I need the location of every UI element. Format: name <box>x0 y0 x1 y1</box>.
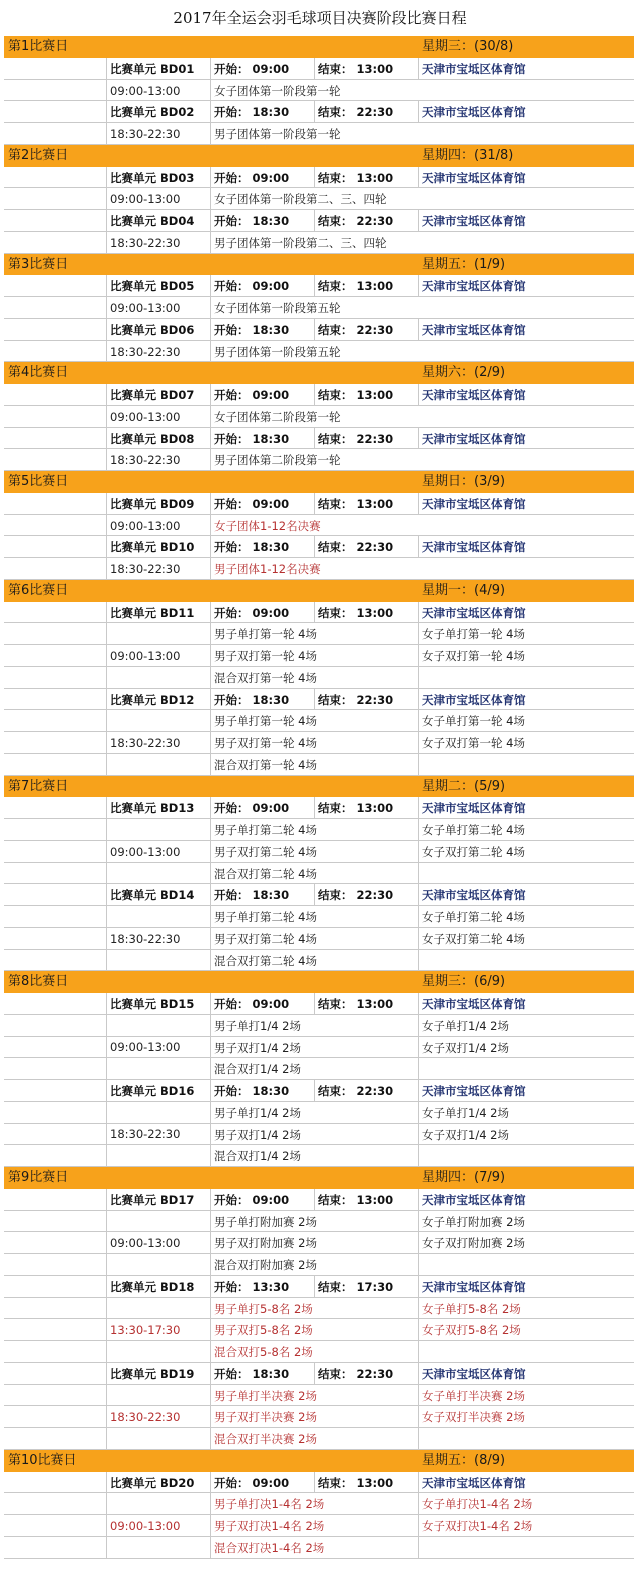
session-end: 结束： 13:00 <box>318 388 394 402</box>
day-weekday: 星期五：(1/9) <box>422 256 506 272</box>
session-venue: 天津市宝坻区体育馆 <box>422 431 526 446</box>
event-name: 女子团体1-12名决赛 <box>214 518 321 533</box>
session-end: 结束： 17:30 <box>318 1279 394 1294</box>
event-name: 女子单打第二轮 4场 <box>422 910 525 924</box>
event-name: 男子团体第一阶段第二、三、四轮 <box>214 235 387 250</box>
day-label: 第2比赛日 <box>8 147 69 163</box>
event-name: 女子双打决1-4名 2场 <box>422 1519 533 1533</box>
session-end: 结束： 13:00 <box>318 997 394 1011</box>
day-header <box>4 254 634 276</box>
event-name: 女子双打5-8名 2场 <box>422 1323 521 1338</box>
session-start: 开始： 18:30 <box>214 431 290 446</box>
event-name: 混合双打半决赛 2场 <box>214 1432 317 1446</box>
event-row <box>4 1298 634 1320</box>
event-name: 男子双打第一轮 4场 <box>214 649 317 663</box>
event-row <box>4 950 634 972</box>
event-name: 女子双打第一轮 4场 <box>422 736 525 750</box>
session-unit: 比赛单元 BD05 <box>110 279 195 294</box>
event-row <box>4 732 634 754</box>
session-time: 18:30-22:30 <box>110 453 181 468</box>
event-row <box>4 1037 634 1059</box>
session-time: 09:00-13:00 <box>110 844 181 859</box>
event-row <box>4 406 634 428</box>
event-name: 混合双打1/4 2场 <box>214 1062 301 1077</box>
event-row <box>4 1211 634 1233</box>
session-time: 18:30-22:30 <box>110 562 181 576</box>
day-label: 第10比赛日 <box>8 1452 77 1468</box>
event-row <box>4 188 634 210</box>
session-venue: 天津市宝坻区体育馆 <box>422 105 526 120</box>
event-row <box>4 1406 634 1428</box>
event-row <box>4 645 634 667</box>
event-name: 女子单打半决赛 2场 <box>422 1388 525 1403</box>
session-venue: 天津市宝坻区体育馆 <box>422 605 526 620</box>
event-row <box>4 341 634 363</box>
session-venue: 天津市宝坻区体育馆 <box>422 61 526 76</box>
session-start: 开始： 18:30 <box>214 692 290 707</box>
session-row <box>4 58 634 80</box>
event-name: 女子双打半决赛 2场 <box>422 1410 525 1425</box>
event-row <box>4 515 634 537</box>
session-time: 09:00-13:00 <box>110 301 181 315</box>
day-label: 第3比赛日 <box>8 256 69 272</box>
session-row <box>4 167 634 189</box>
event-name: 男子单打1/4 2场 <box>214 1105 301 1120</box>
session-end: 结束： 13:00 <box>318 170 394 185</box>
session-time: 09:00-13:00 <box>110 1518 181 1533</box>
day-header <box>4 471 634 493</box>
event-name: 男子团体第一阶段第五轮 <box>214 344 341 359</box>
session-venue: 天津市宝坻区体育馆 <box>422 1366 526 1381</box>
day-header <box>4 1450 634 1472</box>
session-row <box>4 797 634 819</box>
event-name: 女子单打第一轮 4场 <box>422 714 525 729</box>
event-name: 混合双打附加赛 2场 <box>214 1258 317 1272</box>
event-row <box>4 123 634 145</box>
event-name: 混合双打决1-4名 2场 <box>214 1540 325 1555</box>
event-name: 混合双打第二轮 4场 <box>214 866 317 881</box>
event-row <box>4 1145 634 1167</box>
session-start: 开始： 18:30 <box>214 214 290 228</box>
day-weekday: 星期四：(31/8) <box>422 147 514 163</box>
session-unit: 比赛单元 BD20 <box>110 1475 195 1490</box>
event-name: 混合双打第二轮 4场 <box>214 953 317 968</box>
session-venue: 天津市宝坻区体育馆 <box>422 170 526 185</box>
session-end: 结束： 13:00 <box>318 1475 394 1490</box>
session-venue: 天津市宝坻区体育馆 <box>422 496 526 511</box>
event-name: 女子单打附加赛 2场 <box>422 1214 525 1229</box>
event-row <box>4 1058 634 1080</box>
event-row <box>4 1515 634 1537</box>
session-unit: 比赛单元 BD08 <box>110 431 195 446</box>
session-unit: 比赛单元 BD11 <box>110 605 195 620</box>
day-label: 第9比赛日 <box>8 1170 69 1185</box>
session-end: 结束： 13:00 <box>318 1192 394 1207</box>
session-row <box>4 275 634 297</box>
session-row <box>4 101 634 123</box>
event-row <box>4 1015 634 1037</box>
session-end: 结束： 13:00 <box>318 605 394 620</box>
session-unit: 比赛单元 BD06 <box>110 322 195 337</box>
event-row <box>4 297 634 319</box>
day-header <box>4 145 634 167</box>
event-row <box>4 449 634 471</box>
event-name: 男子单打半决赛 2场 <box>214 1388 317 1403</box>
session-time: 09:00-13:00 <box>110 409 181 424</box>
session-end: 结束： 22:30 <box>318 214 394 228</box>
session-end: 结束： 22:30 <box>318 1366 394 1381</box>
session-time: 18:30-22:30 <box>110 127 181 141</box>
session-unit: 比赛单元 BD02 <box>110 105 195 120</box>
event-name: 混合双打5-8名 2场 <box>214 1345 313 1359</box>
event-name: 女子双打第二轮 4场 <box>422 931 525 946</box>
event-name: 男子团体1-12名决赛 <box>214 562 321 576</box>
event-row <box>4 754 634 776</box>
session-start: 开始： 09:00 <box>214 496 290 511</box>
session-time: 18:30-22:30 <box>110 1127 181 1142</box>
day-label: 第5比赛日 <box>8 474 69 489</box>
session-unit: 比赛单元 BD03 <box>110 170 195 185</box>
day-label: 第4比赛日 <box>8 365 69 381</box>
session-row <box>4 384 634 406</box>
event-name: 男子双打5-8名 2场 <box>214 1323 313 1338</box>
session-time: 18:30-22:30 <box>110 931 181 946</box>
event-name: 男子双打决1-4名 2场 <box>214 1519 325 1533</box>
session-start: 开始： 09:00 <box>214 279 290 294</box>
session-start: 开始： 09:00 <box>214 61 290 76</box>
event-name: 女子团体第二阶段第一轮 <box>214 409 341 424</box>
session-venue: 天津市宝坻区体育馆 <box>422 1279 526 1294</box>
session-start: 开始： 18:30 <box>214 322 290 337</box>
session-venue: 天津市宝坻区体育馆 <box>422 388 526 402</box>
session-start: 开始： 09:00 <box>214 997 290 1011</box>
session-unit: 比赛单元 BD13 <box>110 801 195 816</box>
session-venue: 天津市宝坻区体育馆 <box>422 214 526 228</box>
session-end: 结束： 13:00 <box>318 496 394 511</box>
event-row <box>4 1493 634 1515</box>
event-name: 混合双打1/4 2场 <box>214 1149 301 1164</box>
event-name: 女子团体第一阶段第二、三、四轮 <box>214 192 387 207</box>
session-end: 结束： 13:00 <box>318 279 394 294</box>
schedule-table <box>4 36 634 1559</box>
day-weekday: 星期四：(7/9) <box>422 1170 506 1185</box>
session-time: 18:30-22:30 <box>110 735 181 750</box>
session-venue: 天津市宝坻区体育馆 <box>422 801 526 816</box>
page-title: 2017年全运会羽毛球项目决赛阶段比赛日程 <box>173 9 467 27</box>
day-weekday: 星期三：(30/8) <box>422 39 514 54</box>
event-name: 混合双打第一轮 4场 <box>214 757 317 772</box>
session-unit: 比赛单元 BD01 <box>110 61 195 76</box>
session-row <box>4 1472 634 1494</box>
event-name: 男子单打决1-4名 2场 <box>214 1497 325 1512</box>
event-name: 女子双打第一轮 4场 <box>422 649 525 663</box>
session-venue: 天津市宝坻区体育馆 <box>422 322 526 337</box>
session-row <box>4 536 634 558</box>
session-start: 开始： 09:00 <box>214 801 290 816</box>
event-name: 男子双打半决赛 2场 <box>214 1410 317 1425</box>
event-row <box>4 232 634 254</box>
session-start: 开始： 09:00 <box>214 1475 290 1490</box>
session-time: 13:30-17:30 <box>110 1323 181 1338</box>
event-row <box>4 906 634 928</box>
day-header <box>4 1167 634 1189</box>
event-name: 女子单打1/4 2场 <box>422 1018 509 1033</box>
session-unit: 比赛单元 BD09 <box>110 496 195 511</box>
session-time: 18:30-22:30 <box>110 1410 181 1425</box>
session-end: 结束： 22:30 <box>318 692 394 707</box>
day-weekday: 星期五：(8/9) <box>422 1452 506 1468</box>
session-unit: 比赛单元 BD12 <box>110 692 195 707</box>
session-unit: 比赛单元 BD17 <box>110 1192 195 1207</box>
event-row <box>4 558 634 580</box>
session-end: 结束： 22:30 <box>318 322 394 337</box>
event-row <box>4 1537 634 1559</box>
event-row <box>4 1385 634 1407</box>
session-row <box>4 689 634 711</box>
event-row <box>4 1341 634 1363</box>
event-row <box>4 1319 634 1341</box>
session-venue: 天津市宝坻区体育馆 <box>422 279 526 294</box>
event-name: 男子单打5-8名 2场 <box>214 1301 313 1316</box>
event-name: 男子单打第一轮 4场 <box>214 714 317 729</box>
session-unit: 比赛单元 BD18 <box>110 1279 195 1294</box>
session-unit: 比赛单元 BD14 <box>110 888 195 903</box>
session-venue: 天津市宝坻区体育馆 <box>422 888 526 903</box>
session-unit: 比赛单元 BD19 <box>110 1366 195 1381</box>
session-row <box>4 210 634 232</box>
event-name: 女子双打1/4 2场 <box>422 1040 509 1055</box>
day-header <box>4 580 634 602</box>
session-row <box>4 1189 634 1211</box>
session-start: 开始： 13:30 <box>214 1279 290 1294</box>
session-row <box>4 1080 634 1102</box>
session-row <box>4 993 634 1015</box>
session-start: 开始： 09:00 <box>214 170 290 185</box>
session-venue: 天津市宝坻区体育馆 <box>422 692 526 707</box>
day-header <box>4 36 634 58</box>
event-name: 男子双打附加赛 2场 <box>214 1236 317 1251</box>
session-unit: 比赛单元 BD15 <box>110 997 195 1011</box>
session-start: 开始： 18:30 <box>214 540 290 555</box>
session-end: 结束： 22:30 <box>318 1084 394 1098</box>
day-weekday: 星期三：(6/9) <box>422 974 506 990</box>
event-name: 女子双打附加赛 2场 <box>422 1236 525 1251</box>
event-row <box>4 863 634 885</box>
session-row <box>4 1363 634 1385</box>
event-row <box>4 928 634 950</box>
day-weekday: 星期日：(3/9) <box>422 474 506 489</box>
event-name: 男子双打第一轮 4场 <box>214 736 317 750</box>
session-time: 09:00-13:00 <box>110 192 181 207</box>
event-name: 男子单打附加赛 2场 <box>214 1214 317 1229</box>
event-name: 男子单打1/4 2场 <box>214 1018 301 1033</box>
session-venue: 天津市宝坻区体育馆 <box>422 1192 526 1207</box>
event-row <box>4 1254 634 1276</box>
session-end: 结束： 22:30 <box>318 105 394 120</box>
event-name: 女子团体第一阶段第五轮 <box>214 301 341 315</box>
session-end: 结束： 13:00 <box>318 801 394 816</box>
session-row <box>4 884 634 906</box>
session-row <box>4 428 634 450</box>
session-time: 09:00-13:00 <box>110 648 181 663</box>
session-venue: 天津市宝坻区体育馆 <box>422 540 526 555</box>
day-label: 第6比赛日 <box>8 582 69 598</box>
event-row <box>4 1124 634 1146</box>
day-header <box>4 776 634 798</box>
session-time: 18:30-22:30 <box>110 344 181 359</box>
session-time: 09:00-13:00 <box>110 83 181 98</box>
event-name: 混合双打第一轮 4场 <box>214 670 317 685</box>
session-row <box>4 493 634 515</box>
event-row <box>4 667 634 689</box>
event-name: 男子双打第二轮 4场 <box>214 931 317 946</box>
session-venue: 天津市宝坻区体育馆 <box>422 1475 526 1490</box>
session-start: 开始： 18:30 <box>214 1084 290 1098</box>
session-unit: 比赛单元 BD07 <box>110 388 195 402</box>
session-row <box>4 602 634 624</box>
session-row <box>4 319 634 341</box>
event-name: 男子双打1/4 2场 <box>214 1040 301 1055</box>
event-row <box>4 1102 634 1124</box>
event-name: 女子双打第二轮 4场 <box>422 844 525 859</box>
session-start: 开始： 18:30 <box>214 888 290 903</box>
session-time: 09:00-13:00 <box>110 1236 181 1251</box>
session-unit: 比赛单元 BD10 <box>110 540 195 555</box>
event-name: 女子双打1/4 2场 <box>422 1127 509 1142</box>
session-start: 开始： 18:30 <box>214 1366 290 1381</box>
session-end: 结束： 13:00 <box>318 61 394 76</box>
event-name: 女子单打第一轮 4场 <box>422 627 525 642</box>
day-label: 第8比赛日 <box>8 974 69 990</box>
session-venue: 天津市宝坻区体育馆 <box>422 1084 526 1098</box>
event-name: 女子单打决1-4名 2场 <box>422 1497 533 1512</box>
event-row <box>4 710 634 732</box>
event-name: 男子单打第二轮 4场 <box>214 823 317 837</box>
session-end: 结束： 22:30 <box>318 431 394 446</box>
day-weekday: 星期一：(4/9) <box>422 582 506 598</box>
session-time: 09:00-13:00 <box>110 518 181 533</box>
event-name: 男子双打第二轮 4场 <box>214 844 317 859</box>
event-row <box>4 1428 634 1450</box>
day-label: 第7比赛日 <box>8 778 69 794</box>
session-start: 开始： 09:00 <box>214 388 290 402</box>
session-unit: 比赛单元 BD04 <box>110 214 195 228</box>
event-name: 女子单打5-8名 2场 <box>422 1301 521 1316</box>
session-row <box>4 1276 634 1298</box>
session-unit: 比赛单元 BD16 <box>110 1084 195 1098</box>
session-end: 结束： 22:30 <box>318 888 394 903</box>
session-time: 18:30-22:30 <box>110 235 181 250</box>
event-row <box>4 623 634 645</box>
event-name: 男子单打第二轮 4场 <box>214 910 317 924</box>
event-row <box>4 841 634 863</box>
event-name: 男子单打第一轮 4场 <box>214 627 317 642</box>
day-label: 第1比赛日 <box>8 39 69 54</box>
event-name: 女子单打1/4 2场 <box>422 1105 509 1120</box>
event-row <box>4 80 634 102</box>
day-weekday: 星期二：(5/9) <box>422 778 506 794</box>
event-name: 女子单打第二轮 4场 <box>422 823 525 837</box>
session-end: 结束： 22:30 <box>318 540 394 555</box>
event-row <box>4 819 634 841</box>
event-name: 女子团体第一阶段第一轮 <box>214 83 341 98</box>
session-venue: 天津市宝坻区体育馆 <box>422 997 526 1011</box>
day-header <box>4 971 634 993</box>
session-start: 开始： 09:00 <box>214 1192 290 1207</box>
event-name: 男子团体第一阶段第一轮 <box>214 127 341 141</box>
event-name: 男子双打1/4 2场 <box>214 1127 301 1142</box>
session-start: 开始： 18:30 <box>214 105 290 120</box>
session-start: 开始： 09:00 <box>214 605 290 620</box>
event-row <box>4 1232 634 1254</box>
session-time: 09:00-13:00 <box>110 1040 181 1055</box>
day-header <box>4 362 634 384</box>
event-name: 男子团体第二阶段第一轮 <box>214 453 341 468</box>
day-weekday: 星期六：(2/9) <box>422 365 506 381</box>
